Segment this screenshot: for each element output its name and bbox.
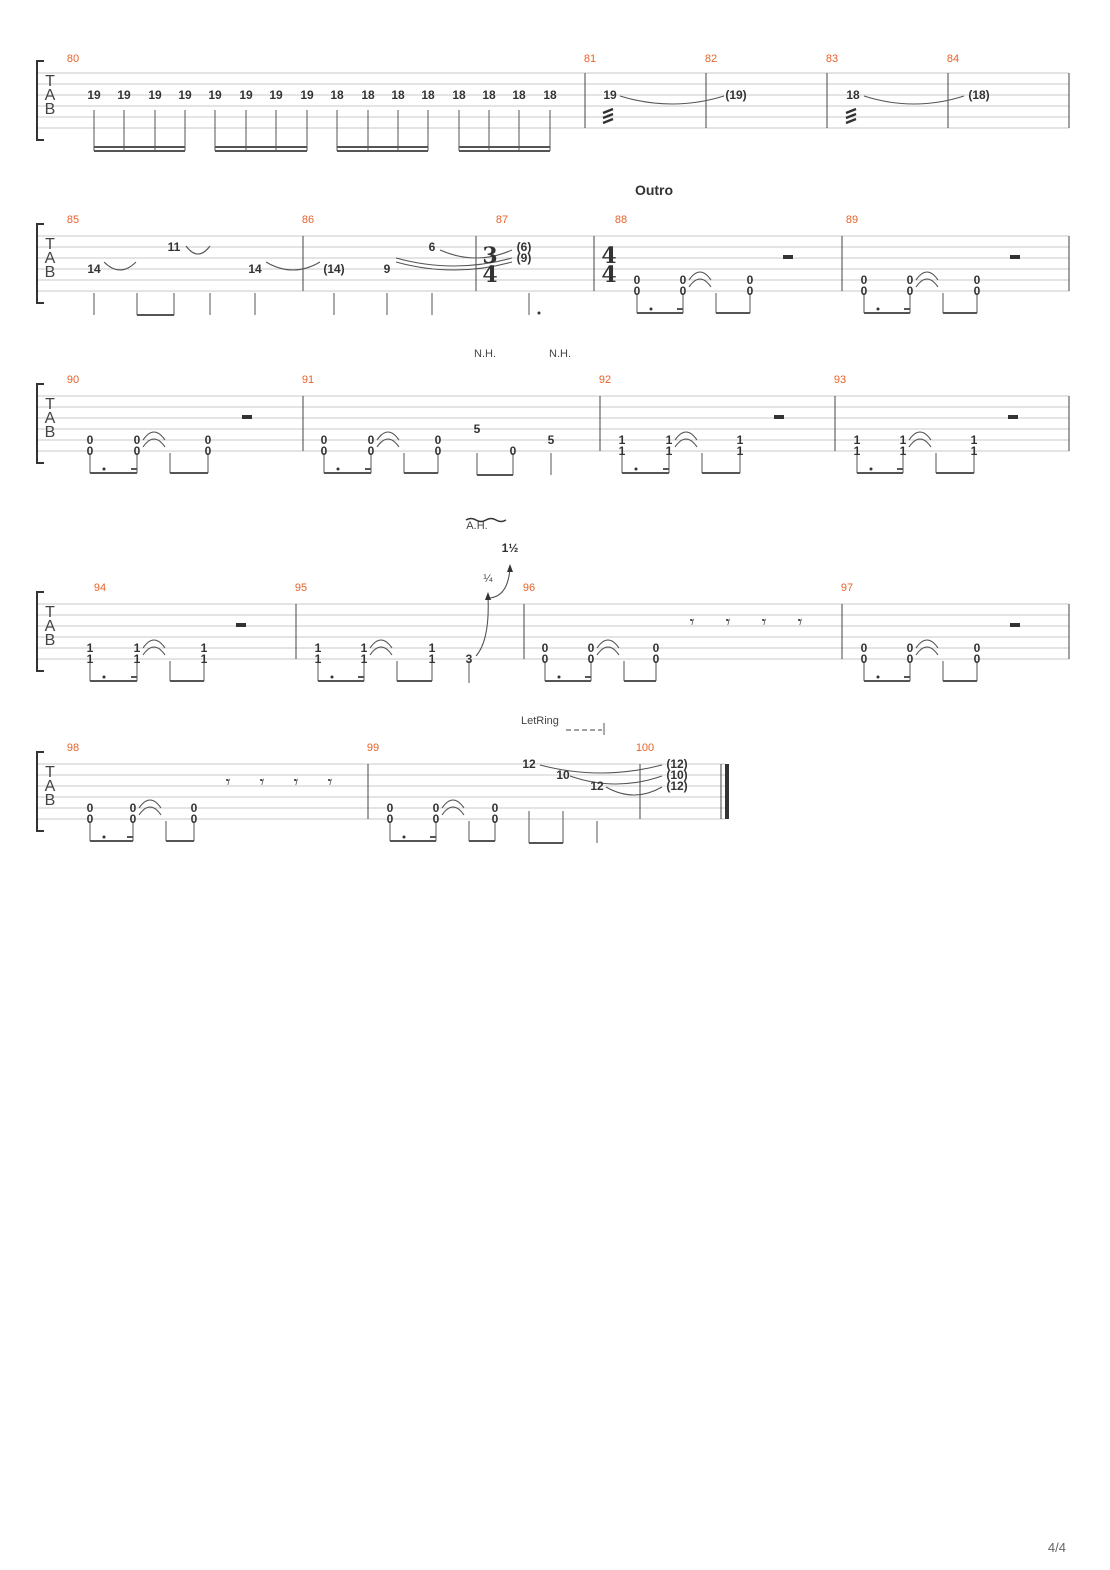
fret-number: 0 <box>133 444 141 458</box>
fret-number: 19 <box>87 88 101 102</box>
measure-number: 85 <box>66 214 80 226</box>
fret-number: 0 <box>320 444 328 458</box>
fret-number: (12) <box>666 757 688 771</box>
fret-number: 14 <box>87 262 101 276</box>
fret-number: 1 <box>428 652 436 666</box>
notation-marks <box>90 96 1020 843</box>
fret-number: 0 <box>906 273 914 287</box>
fret-number: 0 <box>973 641 981 655</box>
page-number: 4/4 <box>1047 1540 1066 1555</box>
tab-letter-A: A <box>44 87 56 104</box>
bend-curve-2 <box>490 568 510 598</box>
half-rest <box>1008 415 1018 419</box>
tie-99-100-c <box>606 787 662 795</box>
measure-number: 91 <box>301 374 315 386</box>
fret-number: 0 <box>746 284 754 298</box>
tab-letter-B: B <box>44 101 56 118</box>
dot <box>635 468 638 471</box>
fret-number: 0 <box>541 652 549 666</box>
fret-number: (10) <box>666 768 688 782</box>
fret-number: 0 <box>129 812 137 826</box>
fret-number: 1 <box>133 641 141 655</box>
half-rest <box>1010 255 1020 259</box>
time-signature-top: 3 <box>482 243 498 269</box>
fret-number: 0 <box>587 641 595 655</box>
fret-number: 1 <box>665 433 673 447</box>
fret-number: 1 <box>86 641 94 655</box>
fret-number: 19 <box>603 88 617 102</box>
fret-number: 18 <box>543 88 557 102</box>
final-thick-barline <box>725 764 729 819</box>
fret-number: 12 <box>590 779 604 793</box>
fret-number: (18) <box>968 88 990 102</box>
fret-number: 19 <box>117 88 131 102</box>
fret-number: 0 <box>509 444 517 458</box>
measure-number: 95 <box>294 582 308 594</box>
dot <box>650 308 653 311</box>
measure-number: 86 <box>301 214 315 226</box>
bend-amount-large: 1½ <box>501 541 519 555</box>
fret-number: 1 <box>736 433 744 447</box>
dot <box>103 676 106 679</box>
fret-number: 0 <box>432 812 440 826</box>
measure-number: 98 <box>66 742 80 754</box>
fret-number: 19 <box>239 88 253 102</box>
natural-harmonic-label: N.H. <box>474 348 496 360</box>
section-label: Outro <box>634 182 674 198</box>
fret-number: 1 <box>665 444 673 458</box>
dot <box>103 468 106 471</box>
fret-number: 0 <box>906 284 914 298</box>
measure-number: 96 <box>522 582 536 594</box>
eighth-rest: 𝄾 <box>689 612 695 633</box>
half-rest <box>783 255 793 259</box>
fret-number: 0 <box>204 444 212 458</box>
fret-number: 1 <box>86 652 94 666</box>
bend-arrowhead <box>507 564 513 572</box>
measure-number: 80 <box>66 53 80 65</box>
fret-number: (6) <box>516 240 532 254</box>
dot <box>877 308 880 311</box>
fret-number: 0 <box>973 284 981 298</box>
fret-number: 1 <box>970 433 978 447</box>
tab-letter-B: B <box>44 792 56 809</box>
bend-amount-quarter: ¼ <box>483 573 493 585</box>
artificial-harmonic-label: A.H. <box>466 520 488 532</box>
fret-number: 1 <box>618 433 626 447</box>
tie-81-82 <box>620 96 724 104</box>
measure-number: 84 <box>946 53 960 65</box>
eighth-rest: 𝄾 <box>293 772 299 793</box>
fret-number: 0 <box>86 801 94 815</box>
fret-number: 0 <box>367 433 375 447</box>
measure-number: 99 <box>366 742 380 754</box>
fret-number: 0 <box>973 273 981 287</box>
tab-letter-A: A <box>44 250 56 267</box>
fret-number: 0 <box>133 433 141 447</box>
fret-number: 0 <box>434 444 442 458</box>
time-signature-top: 4 <box>601 243 617 269</box>
dot <box>331 676 334 679</box>
fret-number: (9) <box>516 251 532 265</box>
fret-number: 0 <box>860 284 868 298</box>
fret-number: 0 <box>86 433 94 447</box>
half-rest <box>774 415 784 419</box>
fret-number: 11 <box>167 240 181 254</box>
tremolo-stroke <box>603 119 613 123</box>
measure-number: 89 <box>845 214 859 226</box>
fret-number: 0 <box>541 641 549 655</box>
fret-number: 1 <box>970 444 978 458</box>
fret-number: 19 <box>208 88 222 102</box>
fret-number: 0 <box>204 433 212 447</box>
tab-letter-T: T <box>45 764 55 781</box>
fret-number: 14 <box>248 262 262 276</box>
fret-number: 1 <box>736 444 744 458</box>
dot <box>870 468 873 471</box>
tab-letter-B: B <box>44 632 56 649</box>
measure-number: 90 <box>66 374 80 386</box>
fret-number: 0 <box>679 273 687 287</box>
dot <box>103 836 106 839</box>
eighth-rest: 𝄾 <box>327 772 333 793</box>
fret-number: 18 <box>391 88 405 102</box>
measure-number: 83 <box>825 53 839 65</box>
fret-number: 9 <box>383 262 391 276</box>
fret-number: (19) <box>725 88 747 102</box>
tab-letter-T: T <box>45 236 55 253</box>
fret-number: 19 <box>148 88 162 102</box>
fret-number: 0 <box>129 801 137 815</box>
tab-letter-T: T <box>45 604 55 621</box>
fret-number: 19 <box>300 88 314 102</box>
measure-number: 94 <box>93 582 107 594</box>
fret-number: 18 <box>452 88 466 102</box>
measure-number: 87 <box>495 214 509 226</box>
fret-number: 1 <box>853 433 861 447</box>
fret-number: 18 <box>330 88 344 102</box>
dot <box>403 836 406 839</box>
tie-99-100-b <box>570 776 662 784</box>
measure-number: 92 <box>598 374 612 386</box>
fret-number: 19 <box>269 88 283 102</box>
fret-number: (12) <box>666 779 688 793</box>
fret-number: 6 <box>428 240 436 254</box>
fret-number: 1 <box>133 652 141 666</box>
fret-number: 0 <box>633 284 641 298</box>
fret-number: 5 <box>547 433 555 447</box>
half-rest <box>236 623 246 627</box>
fret-number: 0 <box>906 641 914 655</box>
fret-number: 18 <box>846 88 860 102</box>
fret-number: 0 <box>434 433 442 447</box>
fret-number: 1 <box>899 433 907 447</box>
time-signature-bottom: 4 <box>601 262 617 288</box>
fret-number: 12 <box>522 757 536 771</box>
eighth-rest: 𝄾 <box>797 612 803 633</box>
fret-number: 0 <box>587 652 595 666</box>
eighth-rest: 𝄾 <box>259 772 265 793</box>
eighth-rest: 𝄾 <box>225 772 231 793</box>
fret-number: 1 <box>899 444 907 458</box>
tab-letter-A: A <box>44 618 56 635</box>
fret-number: 0 <box>320 433 328 447</box>
fret-number: 1 <box>360 641 368 655</box>
dot <box>337 468 340 471</box>
fret-number: 0 <box>652 652 660 666</box>
fret-number: 0 <box>491 812 499 826</box>
tab-letter-B: B <box>44 424 56 441</box>
measure-number: 93 <box>833 374 847 386</box>
fret-number: 0 <box>746 273 754 287</box>
fret-number: 1 <box>200 641 208 655</box>
fret-number: 0 <box>190 812 198 826</box>
fret-number: 0 <box>432 801 440 815</box>
fret-number: 0 <box>973 652 981 666</box>
measure-number: 82 <box>704 53 718 65</box>
fret-number: 0 <box>386 801 394 815</box>
tremolo-stroke <box>603 109 613 113</box>
fret-number: 0 <box>860 273 868 287</box>
measure-number: 97 <box>840 582 854 594</box>
tab-letter-T: T <box>45 73 55 90</box>
fret-number: 0 <box>652 641 660 655</box>
fret-number: 0 <box>679 284 687 298</box>
measure-number: 100 <box>635 742 655 754</box>
tremolo-stroke <box>846 109 856 113</box>
fret-number: 0 <box>491 801 499 815</box>
tab-letter-A: A <box>44 410 56 427</box>
dot <box>538 312 541 315</box>
fret-number: 18 <box>482 88 496 102</box>
fret-number: 1 <box>618 444 626 458</box>
fret-number: (14) <box>323 262 345 276</box>
tab-letter-B: B <box>44 264 56 281</box>
time-signature-bottom: 4 <box>482 262 498 288</box>
fret-number: 0 <box>386 812 394 826</box>
bend-arrowhead <box>485 592 491 600</box>
fret-number: 10 <box>556 768 570 782</box>
fret-number: 0 <box>86 812 94 826</box>
dot <box>877 676 880 679</box>
fret-number: 0 <box>190 801 198 815</box>
fret-number: 3 <box>465 652 473 666</box>
tie-83-84 <box>864 96 964 104</box>
measure-number: 88 <box>614 214 628 226</box>
tremolo-stroke <box>846 119 856 123</box>
fret-number: 18 <box>361 88 375 102</box>
fret-number: 0 <box>633 273 641 287</box>
let-ring-label: LetRing <box>521 715 559 727</box>
eighth-rest: 𝄾 <box>725 612 731 633</box>
fret-number: 5 <box>473 422 481 436</box>
fret-number: 1 <box>360 652 368 666</box>
fret-number: 1 <box>314 641 322 655</box>
half-rest <box>242 415 252 419</box>
fret-number: 0 <box>860 652 868 666</box>
fret-number: 0 <box>906 652 914 666</box>
fret-number: 1 <box>428 641 436 655</box>
fret-number: 18 <box>512 88 526 102</box>
dot <box>558 676 561 679</box>
tab-letter-A: A <box>44 778 56 795</box>
fret-number: 0 <box>86 444 94 458</box>
fret-number: 1 <box>314 652 322 666</box>
fret-number: 18 <box>421 88 435 102</box>
half-rest <box>1010 623 1020 627</box>
fret-number: 1 <box>200 652 208 666</box>
measure-number: 81 <box>583 53 597 65</box>
fret-number: 19 <box>178 88 192 102</box>
eighth-rest: 𝄾 <box>761 612 767 633</box>
fret-number: 0 <box>367 444 375 458</box>
natural-harmonic-label: N.H. <box>549 348 571 360</box>
tab-letter-T: T <box>45 396 55 413</box>
fret-number: 1 <box>853 444 861 458</box>
fret-number: 0 <box>860 641 868 655</box>
